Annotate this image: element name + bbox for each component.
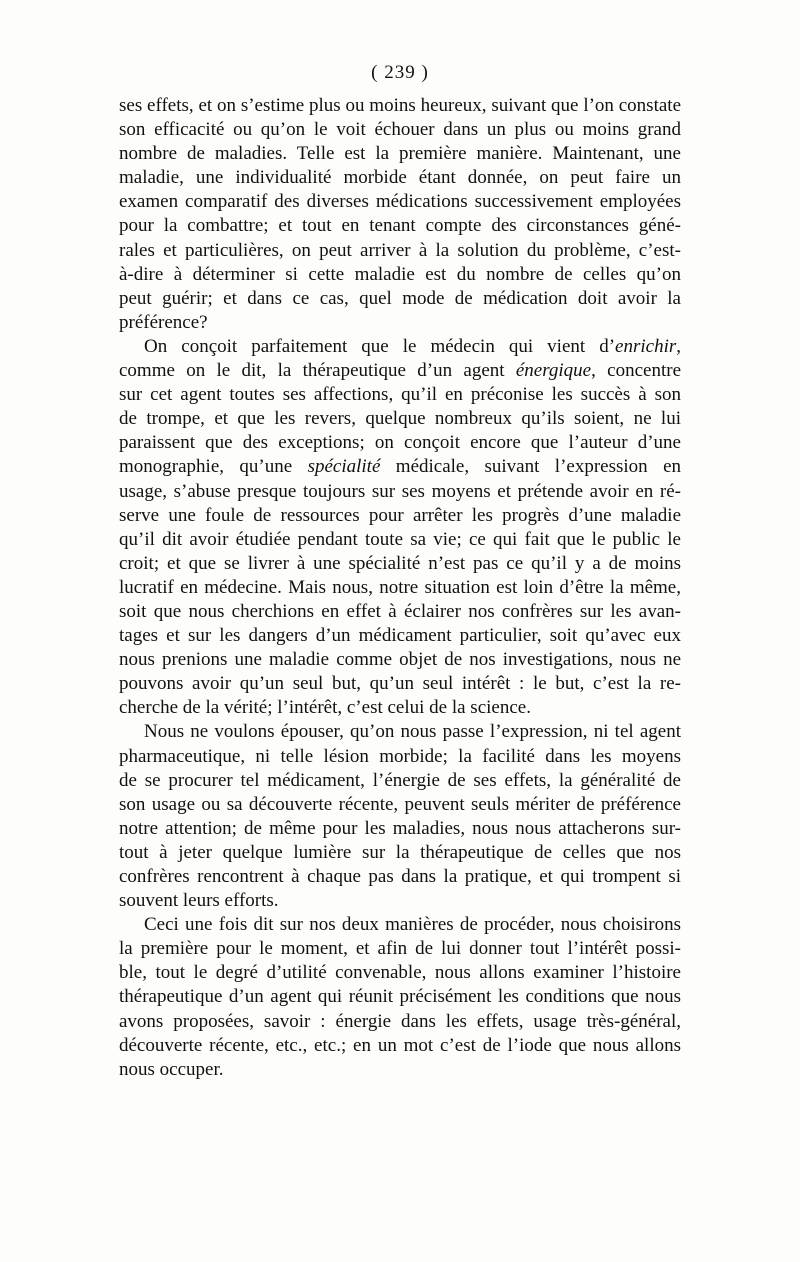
text-line: maladie, une individualité morbide étant donnée, on peut faire un: [119, 167, 681, 189]
text-line: croit; et que se livrer à une spécialité n’est pas ce qu’il y a de moins: [119, 552, 681, 574]
italic-term: enrichir: [615, 335, 677, 357]
italic-term: spécialité: [307, 456, 381, 478]
paragraph: [119, 335, 681, 721]
text-line: à-dire à déterminer si cette maladie est du nombre de celles qu’on: [119, 263, 681, 285]
paragraph: [119, 94, 681, 335]
text-line: Nous ne voulons épouser, qu’on nous passe l’expression, ni tel agent: [144, 721, 681, 743]
text-line: soit que nous cherchions en effet à éclairer nos confrères sur les avan-: [119, 600, 681, 622]
text-line: examen comparatif des diverses médications successivement employées: [119, 191, 681, 213]
text-line: souvent leurs efforts.: [119, 890, 279, 912]
text-line: tages et sur les dangers d’un médicament particulier, soit qu’avec eux: [119, 625, 681, 647]
text-line: nombre de maladies. Telle est la première manière. Maintenant, une: [119, 143, 681, 165]
page-number: ( 239 ): [371, 62, 429, 83]
text-line: qu’il dit avoir étudiée pendant toute sa vie; ce qui fait que le public le: [119, 528, 681, 550]
text-line: On conçoit parfaitement que le médecin qui vient d’enrichir,: [144, 335, 681, 357]
text-line: usage, s’abuse presque toujours sur ses moyens et prétende avoir en ré-: [119, 480, 681, 502]
text-line: notre attention; de même pour les maladies, nous nous attacherons sur-: [119, 817, 681, 839]
text-line: peut guérir; et dans ce cas, quel mode de médication doit avoir la: [119, 287, 681, 309]
text-line: pharmaceutique, ni telle lésion morbide; la facilité dans les moyens: [119, 745, 681, 767]
text-line: cherche de la vérité; l’intérêt, c’est celui de la science.: [119, 697, 531, 719]
text-line: comme on le dit, la thérapeutique d’un agent énergique, concentre: [119, 360, 682, 382]
text-line: découverte récente, etc., etc.; en un mot c’est de l’iode que nous allons: [119, 1034, 681, 1056]
text-line: son efficacité ou qu’on le voit échouer dans un plus ou moins grand: [119, 119, 681, 141]
text-line: avons proposées, savoir : énergie dans les effets, usage très-général,: [119, 1010, 681, 1032]
text-line: ses effets, et on s’estime plus ou moins heureux, suivant que l’on constate: [119, 95, 681, 116]
text-line: préférence?: [119, 311, 208, 333]
text-line: thérapeutique d’un agent qui réunit précisément les conditions que nous: [119, 986, 681, 1008]
text-line: sur cet agent toutes ses affections, qu’il en préconise les succès à son: [119, 384, 681, 406]
text-line: de trompe, et que les revers, quelque nombreux qu’ils soient, ne lui: [119, 408, 681, 430]
text-line: monographie, qu’une spécialité médicale, suivant l’expression en: [119, 456, 681, 478]
text-line: pour la combattre; et tout en tenant compte des circonstances géné-: [119, 215, 681, 237]
italic-term: énergique: [515, 360, 592, 382]
paragraph: [119, 913, 681, 1082]
text-line: confrères rencontrent à chaque pas dans la pratique, et qui trompent si: [119, 866, 681, 887]
text-line: la première pour le moment, et afin de lui donner tout l’intérêt possi-: [119, 938, 681, 960]
body-text: [119, 94, 681, 1082]
text-line: lucratif en médecine. Mais nous, notre situation est loin d’être la même,: [119, 576, 681, 598]
text-line: pouvons avoir qu’un seul but, qu’un seul intérêt : le but, c’est la re-: [119, 673, 681, 695]
text-line: rales et particulières, on peut arriver à la solution du problème, c’est-: [119, 239, 681, 261]
text-line: nous prenions une maladie comme objet de nos investigations, nous ne: [119, 649, 681, 671]
text-line: de se procurer tel médicament, l’énergie de ses effets, la généralité de: [119, 769, 681, 791]
text-line: ble, tout le degré d’utilité convenable, nous allons examiner l’histoire: [119, 962, 681, 984]
text-line: serve une foule de ressources pour arrêter les progrès d’une maladie: [119, 504, 681, 526]
paragraph: [119, 720, 681, 913]
text-line: tout à jeter quelque lumière sur la thérapeutique de celles que nos: [119, 841, 681, 863]
text-line: nous occuper.: [119, 1058, 224, 1080]
text-line: paraissent que des exceptions; on conçoit encore que l’auteur d’une: [119, 432, 681, 454]
text-line: son usage ou sa découverte récente, peuvent seuls mériter de préférence: [119, 793, 681, 815]
text-line: Ceci une fois dit sur nos deux manières de procéder, nous choisirons: [144, 914, 681, 936]
